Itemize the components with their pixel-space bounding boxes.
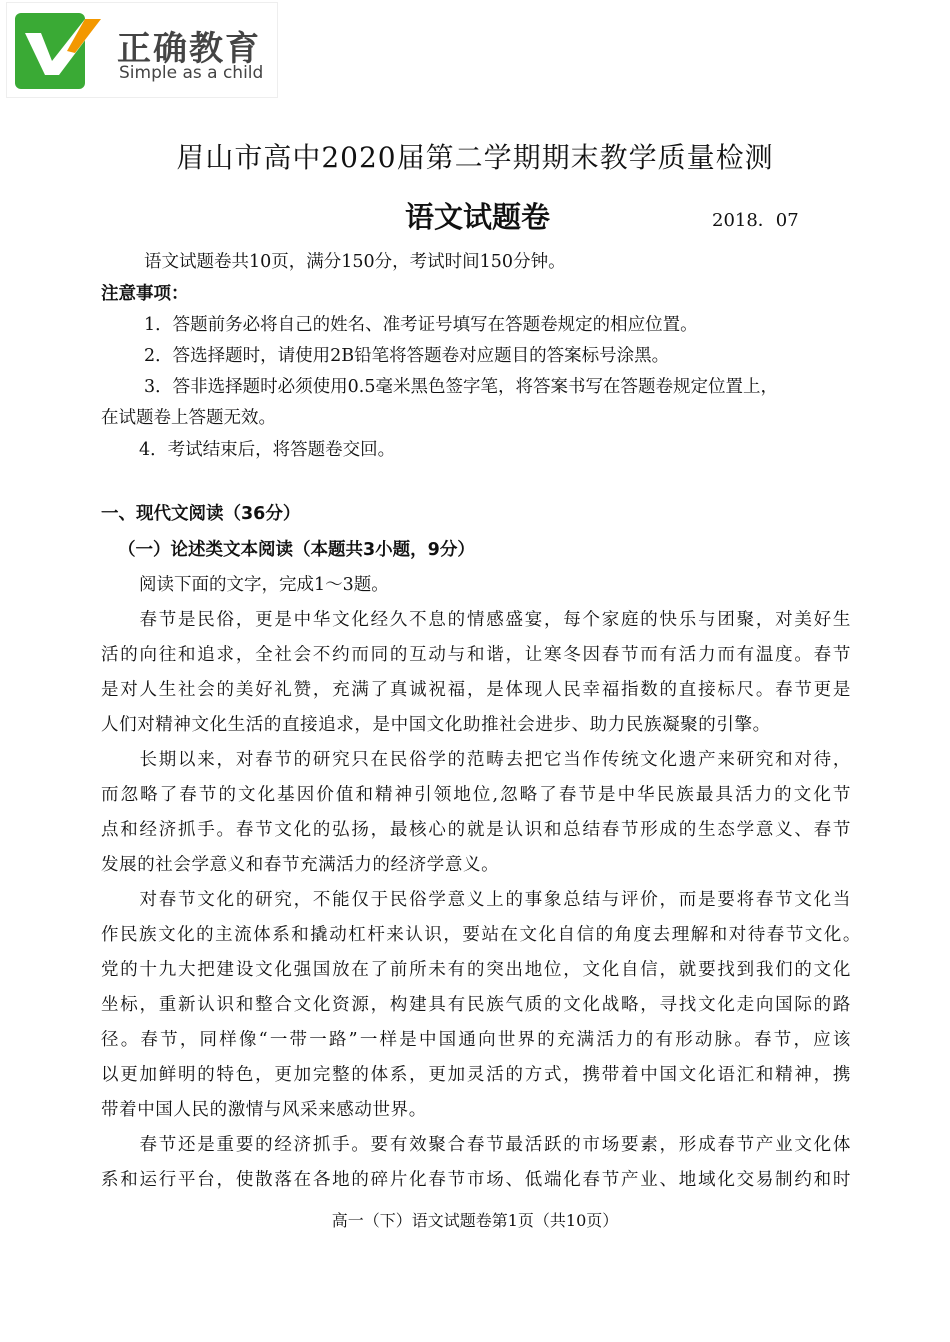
passage-line: 而忽略了春节的文化基因价值和精神引领地位,忽略了春节是中华民族最具活力的文化节 (101, 785, 851, 805)
passage-line: 活的向往和追求，全社会不约而同的互动与和谐，让寒冬因春节而有活力而有温度。春节 (101, 645, 851, 665)
passage-line: 以更加鲜明的特色，更加完整的体系，更加灵活的方式，携带着中国文化语汇和精神，携 (101, 1065, 851, 1085)
notice-item: 在试题卷上答题无效。 (101, 408, 276, 428)
notice-item: 2．答选择题时，请使用2B铅笔将答题卷对应题目的答案标号涂黑。 (144, 346, 670, 366)
passage-line: 人们对精神文化生活的直接追求，是中国文化助推社会进步、助力民族凝聚的引擎。 (101, 715, 771, 735)
passage-line: 发展的社会学意义和春节充满活力的经济学意义。 (101, 855, 500, 875)
passage-line: 点和经济抓手。春节文化的弘扬，最核心的就是认识和总结春节形成的生态学意义、春节 (101, 820, 851, 840)
passage-line: 是对人生社会的美好礼赞，充满了真诚祝福，是体现人民幸福指数的直接标尺。春节更是 (101, 680, 851, 700)
intro-text: 语文试题卷共10页，满分150分，考试时间150分钟。 (144, 252, 566, 272)
passage-line: 春节是民俗，更是中华文化经久不息的情感盛宴，每个家庭的快乐与团聚，对美好生 (101, 610, 851, 630)
passage-line: 春节还是重要的经济抓手。要有效聚合春节最活跃的市场要素，形成春节产业文化体 (101, 1135, 851, 1155)
notice-item: 4．考试结束后，将答题卷交回。 (139, 440, 396, 460)
passage-line: 对春节文化的研究，不能仅于民俗学意义上的事象总结与评价，而是要将春节文化当 (101, 890, 851, 910)
passage-line: 径。春节，同样像“一带一路”一样是中国通向世界的充满活力的有形动脉。春节，应该 (101, 1030, 851, 1050)
page-footer: 高一（下）语文试题卷第1页（共10页） (331, 1211, 619, 1230)
passage-line: 坐标，重新认识和整合文化资源，构建具有民族气质的文化战略，寻找文化走向国际的路 (101, 995, 851, 1015)
logo (6, 2, 278, 98)
passage-line: 长期以来，对春节的研究只在民俗学的范畴去把它当作传统文化遗产来研究和对待， (101, 750, 851, 770)
notice-item: 1．答题前务必将自己的姓名、准考证号填写在答题卷规定的相应位置。 (144, 315, 698, 335)
sub-section-heading: （一）论述类文本阅读（本题共3小题，9分） (118, 540, 475, 560)
page-subtitle: 语文试题卷 (405, 200, 551, 234)
notice-item: 3．答非选择题时必须使用0.5毫米黑色签字笔，将答案书写在答题卷规定位置上， (144, 377, 778, 397)
passage-line: 党的十九大把建设文化强国放在了前所未有的突出地位，文化自信，就要找到我们的文化 (101, 960, 851, 980)
notice-heading: 注意事项： (101, 284, 189, 304)
passage-line: 带着中国人民的激情与风采来感动世界。 (101, 1100, 427, 1120)
page-title: 眉山市高中2020届第二学期期末教学质量检测 (176, 141, 774, 174)
brand-name: 正确教育 (117, 29, 261, 69)
brand-slogan: Simple as a child (119, 63, 264, 83)
passage-line: 系和运行平台，使散落在各地的碎片化春节市场、低端化春节产业、地域化交易制约和时 (101, 1170, 851, 1190)
checkmark-logo-icon (15, 13, 111, 89)
passage-line: 作民族文化的主流体系和撬动杠杆来认识，要站在文化自信的角度去理解和对待春节文化。 (101, 925, 861, 945)
section-heading: 一、现代文阅读（36分） (101, 504, 301, 524)
reading-instruction: 阅读下面的文字，完成1～3题。 (139, 575, 389, 595)
exam-date: 2018．07 (712, 210, 799, 231)
